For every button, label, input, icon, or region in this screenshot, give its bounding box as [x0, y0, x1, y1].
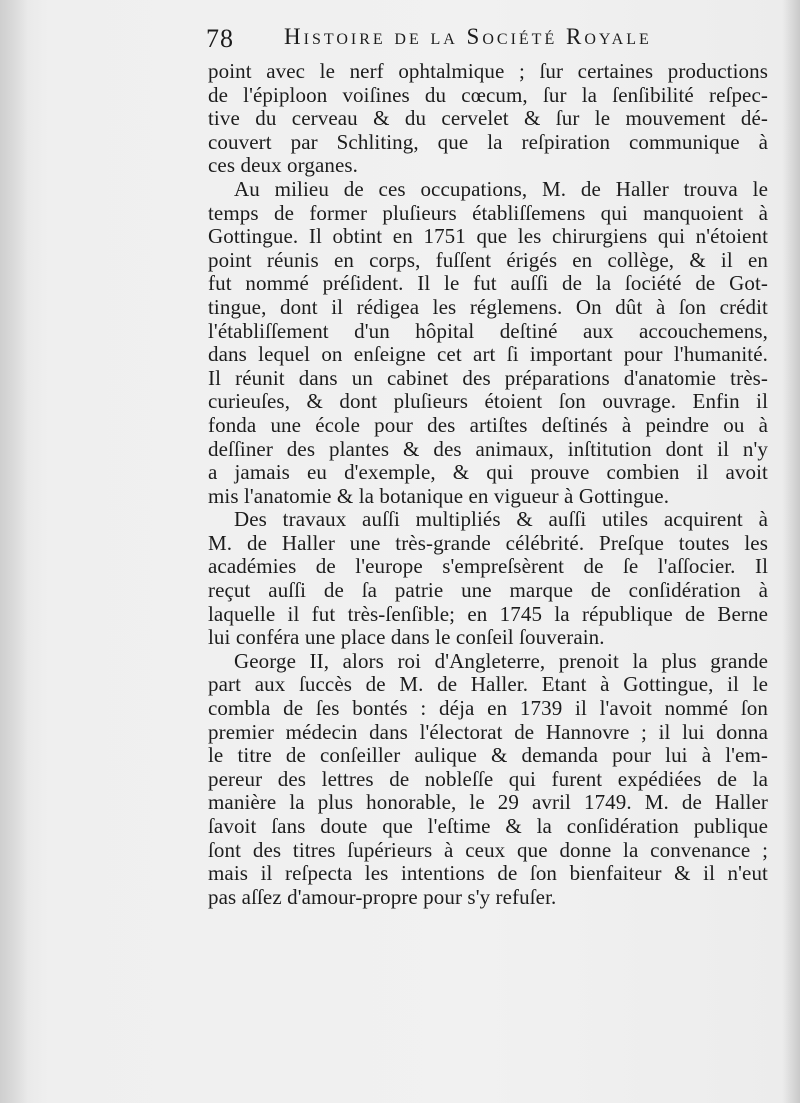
- text-line: tive du cerveau & du cervelet & ſur le mouvement dé-: [208, 106, 768, 131]
- text-line: académies de l'europe s'empreſsèrent de ſe l'aſſocier. Il: [208, 554, 768, 579]
- text-line: a jamais eu d'exemple, & qui prouve combien il avoit: [208, 460, 768, 485]
- text-line: Des travaux auſſi multipliés & auſſi utiles acquirent à: [234, 507, 768, 532]
- text-line: mis l'anatomie & la botanique en vigueur à Gottingue.: [208, 483, 670, 508]
- text-line: fut nommé préſident. Il le fut auſſi de la ſociété de Got-: [208, 271, 768, 296]
- paragraph: [208, 60, 768, 178]
- text-line: ces deux organes.: [208, 153, 359, 178]
- text-line: mais il reſpecta les intentions de ſon bienfaiteur & il n'eut: [208, 861, 768, 886]
- text-line: Gottingue. Il obtint en 1751 que les chirurgiens qui n'étoient: [208, 224, 768, 249]
- text-line: pereur des lettres de nobleſſe qui furent expédiées de la: [208, 766, 768, 791]
- text-line: combla de ſes bontés : déja en 1739 il l'avoit nommé ſon: [208, 696, 768, 721]
- text-line: fonda une école pour des artiſtes deſtinés à peindre ou à: [208, 412, 768, 437]
- paragraph: [208, 508, 768, 650]
- text-line: Il réunit dans un cabinet des préparations d'anatomie très-: [208, 365, 768, 390]
- text-line: Au milieu de ces occupations, M. de Haller trouva le: [234, 176, 768, 201]
- text-line: lui conféra une place dans le conſeil ſouverain.: [208, 625, 605, 650]
- text-line: laquelle il fut très-ſenſible; en 1745 la république de Berne: [208, 601, 768, 626]
- running-title: Histoire de la Société Royale: [284, 24, 652, 49]
- text-line: reçut auſſi de ſa patrie une marque de conſidération à: [208, 578, 768, 603]
- text-line: point réunis en corps, fuſſent érigés en collège, & il en: [208, 247, 768, 272]
- page-header: [206, 20, 766, 54]
- text-line: part aux ſuccès de M. de Haller. Etant à Gottingue, il le: [208, 672, 768, 697]
- text-line: ſavoit ſans doute que l'eſtime & la conſidération publique: [208, 814, 768, 838]
- text-line: ſont des titres ſupérieurs à ceux que donne la convenance ;: [208, 837, 768, 862]
- text-line: point avec le nerf ophtalmique ; ſur certaines productions: [208, 59, 768, 83]
- text-line: de l'épiploon voiſines du cœcum, ſur la ſenſibilité reſpec-: [208, 82, 768, 107]
- paragraph: [208, 178, 768, 508]
- text-line: manière la plus honorable, le 29 avril 1749. M. de Haller: [208, 790, 768, 815]
- text-line: dans lequel on enſeigne cet art ſi important pour l'humanité.: [208, 342, 768, 367]
- text-line: curieuſes, & dont pluſieurs étoient ſon ouvrage. Enfin il: [208, 389, 768, 414]
- page-number: 78: [206, 24, 234, 53]
- text-line: l'établiſſement d'un hôpital deſtiné aux accouchemens,: [208, 318, 768, 343]
- text-line: le titre de conſeiller aulique & demanda pour lui à l'em-: [208, 743, 768, 768]
- paragraph: [208, 650, 768, 910]
- text-line: George II, alors roi d'Angleterre, prenoit la plus grande: [234, 648, 768, 673]
- text-line: M. de Haller une très-grande célébrité. Preſque toutes les: [208, 530, 768, 555]
- text-line: pas aſſez d'amour-propre pour s'y refuſer.: [208, 884, 557, 909]
- text-line: deſſiner des plantes & des animaux, inſtitution dont il n'y: [208, 436, 768, 461]
- text-line: couvert par Schliting, que la reſpiration communique à: [208, 129, 768, 154]
- body-text: [208, 60, 768, 909]
- text-line: tingue, dont il rédigea les réglemens. On dût à ſon crédit: [208, 294, 768, 319]
- text-line: premier médecin dans l'électorat de Hannovre ; il lui donna: [208, 719, 768, 744]
- text-line: temps de former pluſieurs établiſſemens qui manquoient à: [208, 200, 768, 225]
